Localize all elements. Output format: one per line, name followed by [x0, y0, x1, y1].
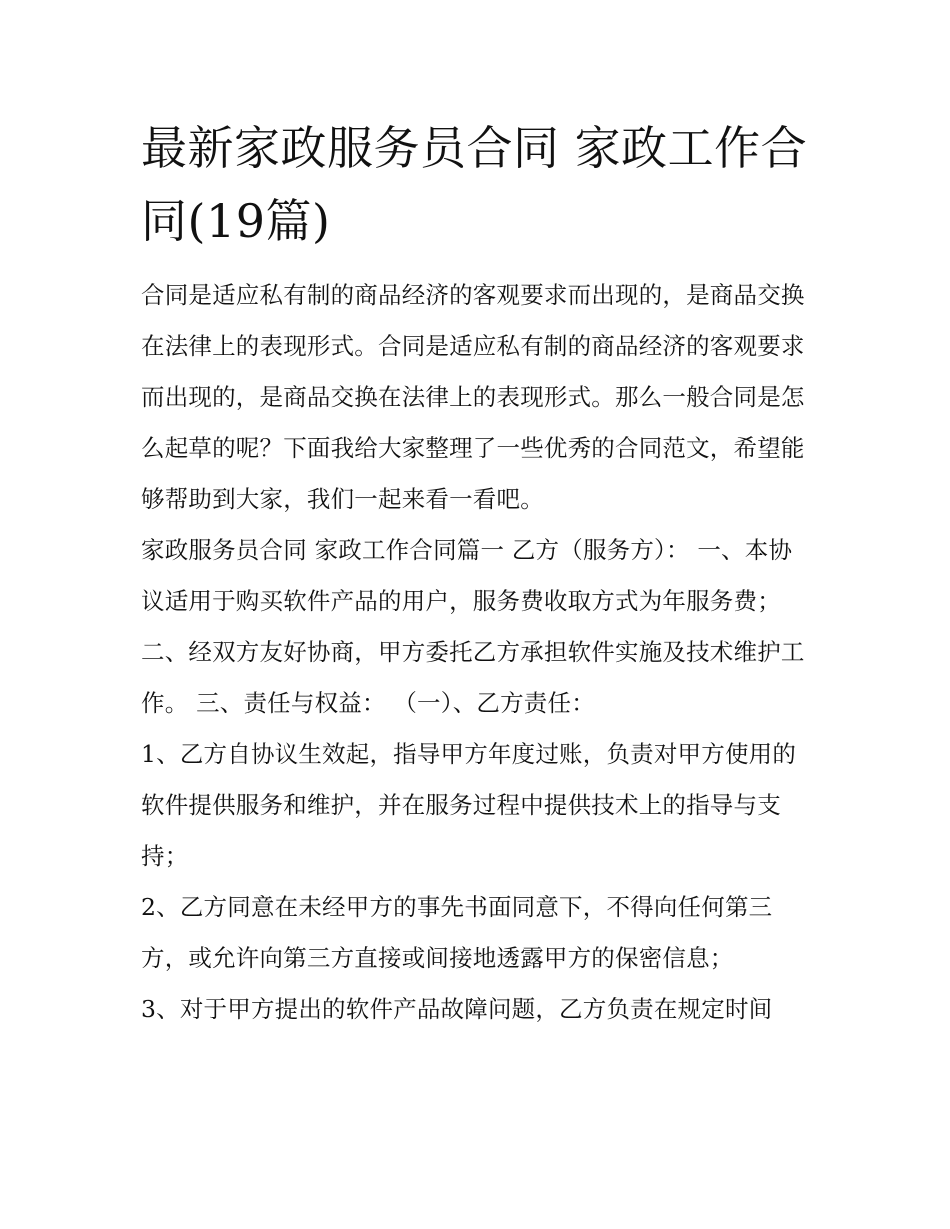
document-content [141, 112, 813, 1035]
paragraph-intro: 合同是适应私有制的商品经济的客观要求而出现的，是商品交换在法律上的表现形式。合同是适应私有制的商品经济的客观要求而出现的，是商品交换在法律上的表现形式。那么一般合同是怎么起草的呢？下面我给大家整理了一些优秀的合同范文，希望能够帮助到大家，我们一起来看一看吧。 [141, 281, 805, 513]
paragraph-item-1: 1、乙方自协议生效起，指导甲方年度过账，负责对甲方使用的软件提供服务和维护，并在服务过程中提供技术上的指导与支持； [141, 740, 797, 870]
paragraph-item-2: 2、乙方同意在未经甲方的事先书面同意下，不得向任何第三方，或允许向第三方直接或间接地透露甲方的保密信息； [141, 893, 773, 972]
paragraph-clause-2: 二、经双方友好协商，甲方委托乙方承担软件实施及技术维护工作。 三、责任与权益： （一）、乙方责任： [141, 638, 805, 717]
paragraph-item-3: 3、对于甲方提出的软件产品故障问题，乙方负责在规定时间 [141, 995, 773, 1023]
paragraph-contract-start: 家政服务员合同 家政工作合同篇一 乙方（服务方）： 一、本协议适用于购买软件产品的用户，服务费收取方式为年服务费； [141, 536, 793, 615]
document-title: 最新家政服务员合同 家政工作合同(19篇) [141, 121, 808, 248]
